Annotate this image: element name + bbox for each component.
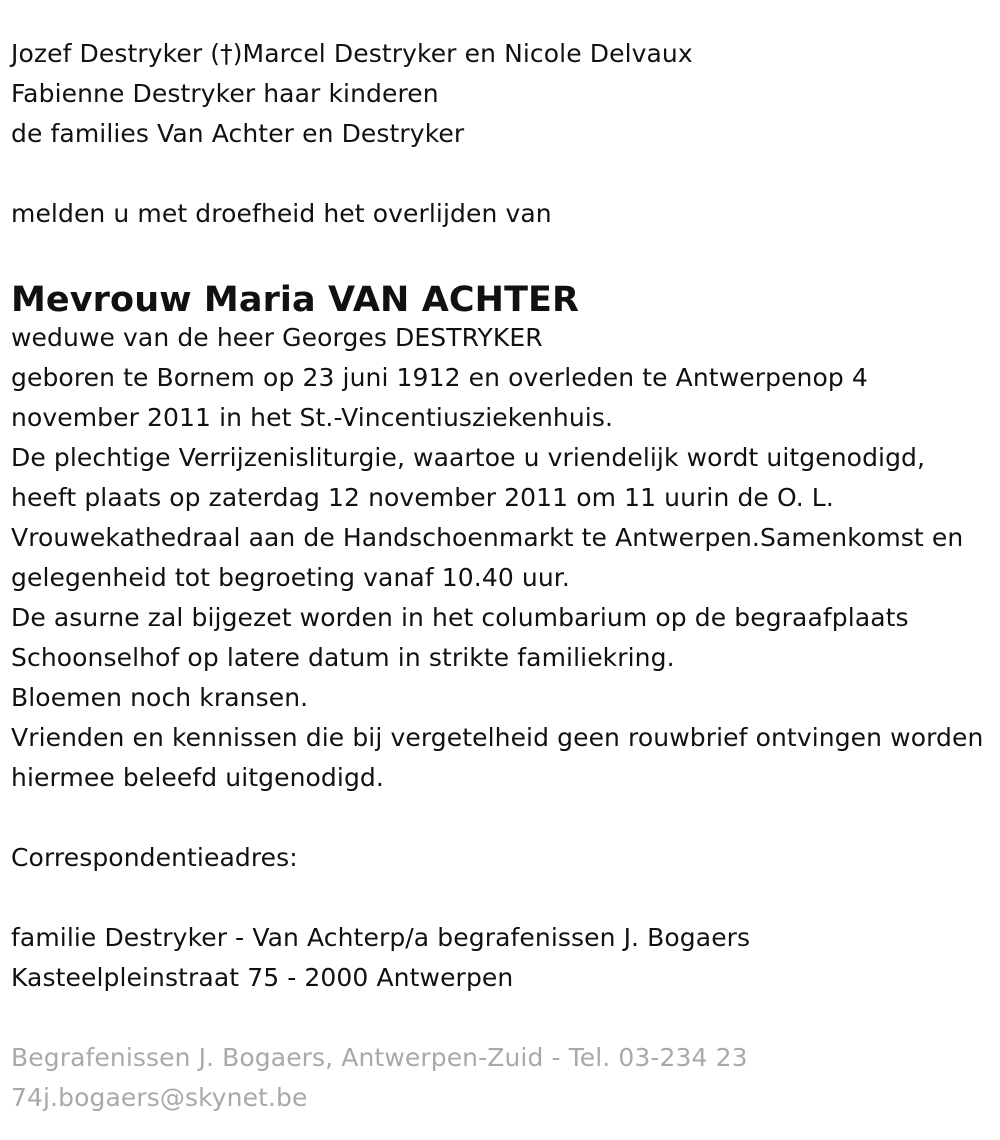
spacer bbox=[11, 234, 991, 274]
deceased-name: Mevrouw Maria VAN ACHTER bbox=[11, 280, 580, 320]
spacer bbox=[11, 154, 991, 194]
friends-paragraph: Vrienden en kennissen die bij vergetelheid geen rouwbrief ontvingen worden hiermee beleefd uitgenodigd. bbox=[11, 723, 984, 792]
family-line-1: Jozef Destryker (†)Marcel Destryker en Nicole Delvaux bbox=[11, 39, 693, 68]
funeral-home-footer-line-1: Begrafenissen J. Bogaers, Antwerpen-Zuid - Tel. 03-234 23 bbox=[11, 1043, 748, 1072]
family-line-2: Fabienne Destryker haar kinderen bbox=[11, 79, 439, 108]
urn-paragraph: De asurne zal bijgezet worden in het columbarium op de begraafplaats Schoonselhof op latere datum in strikte familiekring. bbox=[11, 603, 909, 672]
family-line-3: de families Van Achter en Destryker bbox=[11, 119, 465, 148]
address-line-2: Kasteelpleinstraat 75 - 2000 Antwerpen bbox=[11, 963, 514, 992]
spacer bbox=[11, 998, 991, 1038]
funeral-home-footer-line-2: 74j.bogaers@skynet.be bbox=[11, 1083, 308, 1112]
birth-death-paragraph: geboren te Bornem op 23 juni 1912 en overleden te Antwerpenop 4 november 2011 in het St.-Vincentiusziekenhuis. bbox=[11, 363, 868, 432]
spacer bbox=[11, 878, 991, 918]
spacer bbox=[11, 798, 991, 838]
correspondence-label: Correspondentieadres: bbox=[11, 843, 298, 872]
intro-text: melden u met droefheid het overlijden van bbox=[11, 199, 552, 228]
flowers-note: Bloemen noch kransen. bbox=[11, 683, 309, 712]
widow-of: weduwe van de heer Georges DESTRYKER bbox=[11, 323, 543, 352]
address-line-1: familie Destryker - Van Achterp/a begrafenissen J. Bogaers bbox=[11, 923, 751, 952]
funeral-paragraph: De plechtige Verrijzenisliturgie, waartoe u vriendelijk wordt uitgenodigd, heeft plaats op zaterdag 12 november 2011 om 11 uurin de O. L. Vrouwekathedraal aan de Handschoenmarkt te Antwerpen.Samenkomst en gelegenheid tot begroeting vanaf 10.40 uur. bbox=[11, 443, 964, 592]
death-notice bbox=[11, 34, 991, 1118]
